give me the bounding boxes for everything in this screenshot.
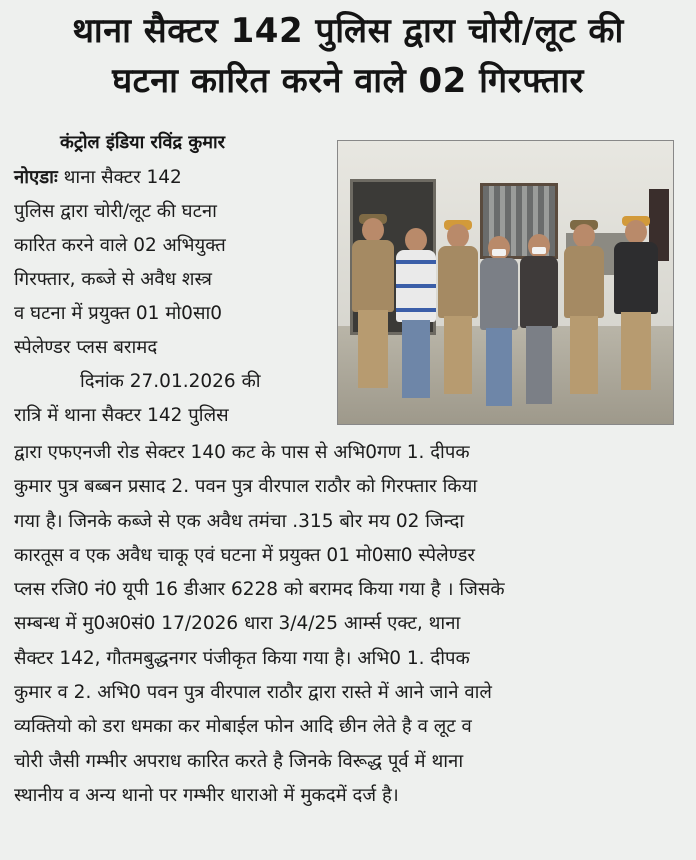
photo-person-officer: [438, 224, 478, 406]
column-line-2: पुलिस द्वारा चोरी/लूट की घटना: [14, 201, 217, 222]
body-line: चोरी जैसी गम्भीर अपराध कारित करते है जिनके विरूद्ध पूर्व में थाना: [14, 750, 464, 772]
headline-line-1: थाना सैक्टर 142 पुलिस द्वारा चोरी/लूट की: [72, 11, 624, 51]
news-photo: [337, 140, 674, 425]
column-line-5: व घटना में प्रयुक्त 01 मो0सा0: [14, 303, 223, 324]
body-line: द्वारा एफएनजी रोड सेक्टर 140 कट के पास से अभि0गण 1. दीपक: [14, 442, 470, 463]
body-line: कारतूस व एक अवैध चाकू एवं घटना में प्रयुक्त 01 मो0सा0 स्पेलेण्डर: [14, 544, 475, 566]
photo-person-officer: [352, 218, 394, 406]
byline: कंट्रोल इंडिया रविंद्र कुमार: [60, 132, 225, 153]
column-line-3: कारित करने वाले 02 अभियुक्त: [14, 235, 226, 256]
column-line-4: गिरफ्तार, कब्जे से अवैध शस्त्र: [14, 269, 212, 290]
body-line: गया है। जिनके कब्जे से एक अवैध तमंचा .315 बोर मय 02 जिन्दा: [14, 510, 465, 532]
headline-line-2: घटना कारित करने वाले 02 गिरफ्तार: [112, 61, 584, 101]
narrow-column: [14, 161, 326, 433]
body-line: व्यक्तियो को डरा धमका कर मोबाईल फोन आदि छीन लेते है व लूट व: [14, 716, 472, 738]
body-line: कुमार व 2. अभि0 पवन पुत्र वीरपाल राठौर द्वारा रास्ते में आने जाने वाले: [14, 682, 492, 704]
body-line: सैक्टर 142, गौतमबुद्धनगर पंजीकृत किया गया है। अभि0 1. दीपक: [14, 647, 470, 669]
column-line-8: रात्रि में थाना सैक्टर 142 पुलिस: [14, 405, 229, 426]
photo-person-officer: [564, 224, 604, 406]
body-line: सम्बन्ध में मु0अ0सं0 17/2026 धारा 3/4/25 आर्म्स एक्ट, थाना: [14, 613, 461, 635]
body-line: कुमार पुत्र बब्बन प्रसाद 2. पवन पुत्र वीरपाल राठौर को गिरफ्तार किया: [14, 476, 478, 498]
body-line: स्थानीय व अन्य थानो पर गम्भीर धाराओ में मुकदमें दर्ज है।: [14, 784, 399, 806]
dateline: नोएडाः: [14, 167, 58, 188]
headline: [6, 6, 690, 106]
column-line-1-text: थाना सैक्टर 142: [57, 167, 182, 188]
body-line: प्लस रजि0 नं0 यूपी 16 डीआर 6228 को बरामद किया गया है । जिसके: [14, 579, 505, 601]
column-line-6: स्पेलेण्डर प्लस बरामद: [14, 337, 158, 358]
full-width-text: [14, 436, 686, 813]
photo-person-accused: [480, 236, 518, 406]
column-line-7: दिनांक 27.01.2026 की: [80, 371, 261, 392]
photo-person-accused: [520, 234, 558, 406]
column-line-1: [14, 161, 326, 195]
photo-person-civilian: [396, 228, 436, 406]
photo-person-civilian: [614, 220, 658, 406]
